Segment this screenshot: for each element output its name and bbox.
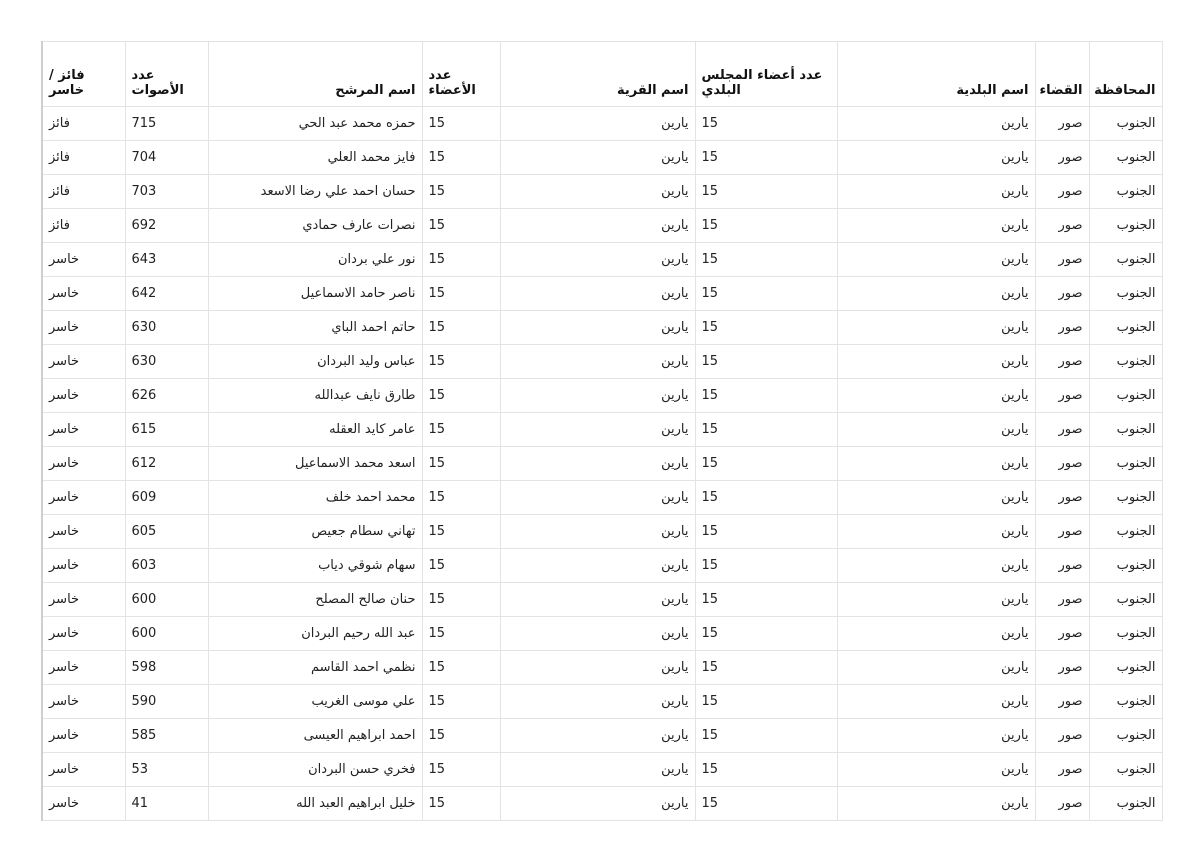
village-cell: يارين (500, 175, 695, 209)
column-header: اسم القرية (500, 42, 695, 107)
candidate-name-cell: خليل ابراهيم العبد الله (208, 787, 422, 821)
governorate-cell: الجنوب (1089, 651, 1162, 685)
candidate-name-cell: فايز محمد العلي (208, 141, 422, 175)
district-cell: صور (1035, 515, 1089, 549)
municipality-cell: يارين (837, 447, 1035, 481)
governorate-cell: الجنوب (1089, 379, 1162, 413)
council-members-cell: 15 (695, 209, 837, 243)
council-members-cell: 15 (695, 175, 837, 209)
village-cell: يارين (500, 345, 695, 379)
table-row (42, 685, 1162, 719)
village-cell: يارين (500, 515, 695, 549)
governorate-cell: الجنوب (1089, 787, 1162, 821)
members-count-cell: 15 (422, 753, 500, 787)
members-count-cell: 15 (422, 141, 500, 175)
table-row (42, 311, 1162, 345)
table-row (42, 515, 1162, 549)
candidate-name-cell: عامر كايد العقله (208, 413, 422, 447)
council-members-cell: 15 (695, 651, 837, 685)
governorate-cell: الجنوب (1089, 583, 1162, 617)
village-cell: يارين (500, 277, 695, 311)
district-cell: صور (1035, 583, 1089, 617)
members-count-cell: 15 (422, 447, 500, 481)
votes-cell: 605 (125, 515, 208, 549)
municipality-cell: يارين (837, 209, 1035, 243)
municipality-cell: يارين (837, 753, 1035, 787)
governorate-cell: الجنوب (1089, 277, 1162, 311)
table-row (42, 175, 1162, 209)
village-cell: يارين (500, 311, 695, 345)
village-cell: يارين (500, 209, 695, 243)
governorate-cell: الجنوب (1089, 447, 1162, 481)
district-cell: صور (1035, 107, 1089, 141)
table-row (42, 379, 1162, 413)
governorate-cell: الجنوب (1089, 515, 1162, 549)
table-row (42, 413, 1162, 447)
members-count-cell: 15 (422, 277, 500, 311)
village-cell: يارين (500, 243, 695, 277)
result-cell: خاسر (42, 277, 125, 311)
district-cell: صور (1035, 345, 1089, 379)
votes-cell: 609 (125, 481, 208, 515)
result-cell: فائز (42, 107, 125, 141)
municipality-cell: يارين (837, 787, 1035, 821)
members-count-cell: 15 (422, 719, 500, 753)
governorate-cell: الجنوب (1089, 719, 1162, 753)
result-cell: خاسر (42, 787, 125, 821)
council-members-cell: 15 (695, 413, 837, 447)
village-cell: يارين (500, 549, 695, 583)
result-cell: خاسر (42, 515, 125, 549)
village-cell: يارين (500, 413, 695, 447)
votes-cell: 630 (125, 345, 208, 379)
table-body (42, 107, 1162, 821)
candidate-name-cell: سهام شوقي دياب (208, 549, 422, 583)
candidate-name-cell: محمد احمد خلف (208, 481, 422, 515)
village-cell: يارين (500, 141, 695, 175)
council-members-cell: 15 (695, 719, 837, 753)
village-cell: يارين (500, 107, 695, 141)
council-members-cell: 15 (695, 243, 837, 277)
municipality-cell: يارين (837, 175, 1035, 209)
municipality-cell: يارين (837, 107, 1035, 141)
members-count-cell: 15 (422, 243, 500, 277)
governorate-cell: الجنوب (1089, 175, 1162, 209)
members-count-cell: 15 (422, 379, 500, 413)
votes-cell: 600 (125, 617, 208, 651)
council-members-cell: 15 (695, 311, 837, 345)
municipality-cell: يارين (837, 243, 1035, 277)
municipality-cell: يارين (837, 141, 1035, 175)
district-cell: صور (1035, 549, 1089, 583)
result-cell: خاسر (42, 685, 125, 719)
members-count-cell: 15 (422, 583, 500, 617)
result-cell: خاسر (42, 243, 125, 277)
members-count-cell: 15 (422, 481, 500, 515)
table-row (42, 209, 1162, 243)
column-header: عدد الأعضاء (422, 42, 500, 107)
votes-cell: 598 (125, 651, 208, 685)
municipality-cell: يارين (837, 277, 1035, 311)
village-cell: يارين (500, 617, 695, 651)
members-count-cell: 15 (422, 617, 500, 651)
municipality-cell: يارين (837, 515, 1035, 549)
votes-cell: 630 (125, 311, 208, 345)
members-count-cell: 15 (422, 107, 500, 141)
council-members-cell: 15 (695, 107, 837, 141)
governorate-cell: الجنوب (1089, 243, 1162, 277)
village-cell: يارين (500, 685, 695, 719)
governorate-cell: الجنوب (1089, 549, 1162, 583)
governorate-cell: الجنوب (1089, 413, 1162, 447)
district-cell: صور (1035, 141, 1089, 175)
members-count-cell: 15 (422, 175, 500, 209)
municipality-cell: يارين (837, 651, 1035, 685)
governorate-cell: الجنوب (1089, 617, 1162, 651)
council-members-cell: 15 (695, 617, 837, 651)
governorate-cell: الجنوب (1089, 209, 1162, 243)
election-results-table (41, 41, 1163, 821)
municipality-cell: يارين (837, 719, 1035, 753)
governorate-cell: الجنوب (1089, 753, 1162, 787)
municipality-cell: يارين (837, 617, 1035, 651)
table-row (42, 651, 1162, 685)
votes-cell: 53 (125, 753, 208, 787)
column-header: المحافظة (1089, 42, 1162, 107)
municipality-cell: يارين (837, 311, 1035, 345)
village-cell: يارين (500, 481, 695, 515)
candidate-name-cell: عباس وليد البردان (208, 345, 422, 379)
municipality-cell: يارين (837, 345, 1035, 379)
district-cell: صور (1035, 787, 1089, 821)
district-cell: صور (1035, 753, 1089, 787)
members-count-cell: 15 (422, 651, 500, 685)
candidate-name-cell: نور علي بردان (208, 243, 422, 277)
table-row (42, 481, 1162, 515)
table-row (42, 583, 1162, 617)
votes-cell: 642 (125, 277, 208, 311)
candidate-name-cell: حاتم احمد الباي (208, 311, 422, 345)
members-count-cell: 15 (422, 787, 500, 821)
table-row (42, 719, 1162, 753)
table-row (42, 243, 1162, 277)
district-cell: صور (1035, 277, 1089, 311)
municipality-cell: يارين (837, 413, 1035, 447)
table-row (42, 141, 1162, 175)
column-header: القضاء (1035, 42, 1089, 107)
council-members-cell: 15 (695, 379, 837, 413)
members-count-cell: 15 (422, 311, 500, 345)
votes-cell: 643 (125, 243, 208, 277)
votes-cell: 715 (125, 107, 208, 141)
district-cell: صور (1035, 175, 1089, 209)
result-cell: خاسر (42, 311, 125, 345)
results-table-container (41, 41, 1161, 821)
governorate-cell: الجنوب (1089, 107, 1162, 141)
village-cell: يارين (500, 753, 695, 787)
village-cell: يارين (500, 651, 695, 685)
council-members-cell: 15 (695, 447, 837, 481)
votes-cell: 692 (125, 209, 208, 243)
village-cell: يارين (500, 379, 695, 413)
district-cell: صور (1035, 617, 1089, 651)
result-cell: فائز (42, 209, 125, 243)
members-count-cell: 15 (422, 515, 500, 549)
candidate-name-cell: علي موسى الغريب (208, 685, 422, 719)
candidate-name-cell: نصرات عارف حمادي (208, 209, 422, 243)
village-cell: يارين (500, 447, 695, 481)
table-row (42, 345, 1162, 379)
table-row (42, 753, 1162, 787)
governorate-cell: الجنوب (1089, 141, 1162, 175)
municipality-cell: يارين (837, 583, 1035, 617)
column-header: اسم المرشح (208, 42, 422, 107)
table-row (42, 447, 1162, 481)
candidate-name-cell: ناصر حامد الاسماعيل (208, 277, 422, 311)
candidate-name-cell: اسعد محمد الاسماعيل (208, 447, 422, 481)
members-count-cell: 15 (422, 685, 500, 719)
council-members-cell: 15 (695, 345, 837, 379)
council-members-cell: 15 (695, 583, 837, 617)
candidate-name-cell: فخري حسن البردان (208, 753, 422, 787)
table-header (42, 42, 1162, 107)
municipality-cell: يارين (837, 549, 1035, 583)
votes-cell: 590 (125, 685, 208, 719)
candidate-name-cell: حمزه محمد عبد الحي (208, 107, 422, 141)
table-row (42, 277, 1162, 311)
result-cell: خاسر (42, 617, 125, 651)
governorate-cell: الجنوب (1089, 311, 1162, 345)
candidate-name-cell: عبد الله رحيم البردان (208, 617, 422, 651)
result-cell: خاسر (42, 549, 125, 583)
municipality-cell: يارين (837, 481, 1035, 515)
district-cell: صور (1035, 719, 1089, 753)
governorate-cell: الجنوب (1089, 345, 1162, 379)
council-members-cell: 15 (695, 787, 837, 821)
district-cell: صور (1035, 413, 1089, 447)
district-cell: صور (1035, 311, 1089, 345)
district-cell: صور (1035, 209, 1089, 243)
result-cell: خاسر (42, 379, 125, 413)
members-count-cell: 15 (422, 345, 500, 379)
column-header: عدد أعضاء المجلس البلدي (695, 42, 837, 107)
district-cell: صور (1035, 447, 1089, 481)
table-row (42, 787, 1162, 821)
result-cell: خاسر (42, 481, 125, 515)
members-count-cell: 15 (422, 549, 500, 583)
council-members-cell: 15 (695, 141, 837, 175)
candidate-name-cell: تهاني سطام جعيص (208, 515, 422, 549)
council-members-cell: 15 (695, 481, 837, 515)
table-row (42, 549, 1162, 583)
members-count-cell: 15 (422, 209, 500, 243)
candidate-name-cell: طارق نايف عبدالله (208, 379, 422, 413)
result-cell: خاسر (42, 413, 125, 447)
district-cell: صور (1035, 243, 1089, 277)
result-cell: فائز (42, 175, 125, 209)
candidate-name-cell: حنان صالح المصلح (208, 583, 422, 617)
result-cell: خاسر (42, 345, 125, 379)
result-cell: خاسر (42, 753, 125, 787)
council-members-cell: 15 (695, 515, 837, 549)
votes-cell: 603 (125, 549, 208, 583)
members-count-cell: 15 (422, 413, 500, 447)
district-cell: صور (1035, 379, 1089, 413)
municipality-cell: يارين (837, 379, 1035, 413)
votes-cell: 703 (125, 175, 208, 209)
result-cell: خاسر (42, 719, 125, 753)
council-members-cell: 15 (695, 549, 837, 583)
governorate-cell: الجنوب (1089, 481, 1162, 515)
council-members-cell: 15 (695, 685, 837, 719)
governorate-cell: الجنوب (1089, 685, 1162, 719)
table-row (42, 617, 1162, 651)
municipality-cell: يارين (837, 685, 1035, 719)
council-members-cell: 15 (695, 753, 837, 787)
village-cell: يارين (500, 719, 695, 753)
district-cell: صور (1035, 481, 1089, 515)
votes-cell: 41 (125, 787, 208, 821)
result-cell: فائز (42, 141, 125, 175)
result-cell: خاسر (42, 583, 125, 617)
result-cell: خاسر (42, 651, 125, 685)
result-cell: خاسر (42, 447, 125, 481)
village-cell: يارين (500, 787, 695, 821)
votes-cell: 615 (125, 413, 208, 447)
header-row (42, 42, 1162, 107)
candidate-name-cell: نظمي احمد القاسم (208, 651, 422, 685)
column-header: اسم البلدية (837, 42, 1035, 107)
column-header: عدد الأصوات (125, 42, 208, 107)
votes-cell: 612 (125, 447, 208, 481)
votes-cell: 585 (125, 719, 208, 753)
votes-cell: 704 (125, 141, 208, 175)
table-row (42, 107, 1162, 141)
district-cell: صور (1035, 651, 1089, 685)
district-cell: صور (1035, 685, 1089, 719)
candidate-name-cell: حسان احمد علي رضا الاسعد (208, 175, 422, 209)
votes-cell: 600 (125, 583, 208, 617)
votes-cell: 626 (125, 379, 208, 413)
column-header: فائز / خاسر (42, 42, 125, 107)
village-cell: يارين (500, 583, 695, 617)
candidate-name-cell: احمد ابراهيم العيسى (208, 719, 422, 753)
council-members-cell: 15 (695, 277, 837, 311)
